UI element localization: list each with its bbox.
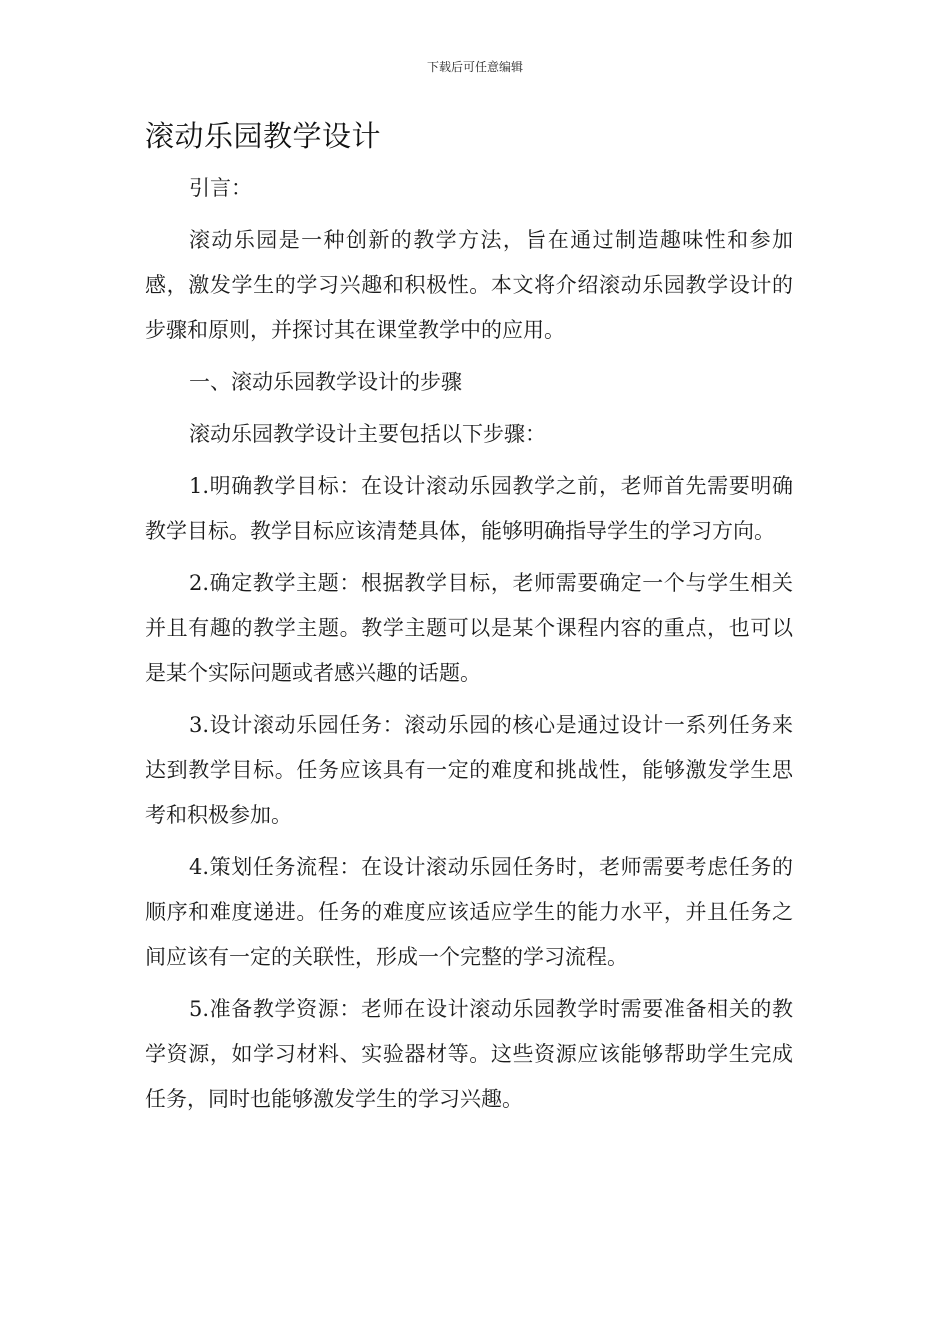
paragraph-step-2: 2.确定教学主题：根据教学目标，老师需要确定一个与学生相关并且有趣的教学主题。教学主题可以是某个课程内容的重点，也可以是某个实际问题或者感兴趣的话题。 <box>145 571 793 685</box>
document-body <box>145 166 793 1129</box>
paragraph-intro-label: 引言： <box>189 176 252 200</box>
section-heading: 一、滚动乐园教学设计的步骤 <box>189 370 462 394</box>
paragraph-step-3: 3.设计滚动乐园任务：滚动乐园的核心是通过设计一系列任务来达到教学目标。任务应该具有一定的难度和挑战性，能够激发学生思考和积极参加。 <box>145 713 793 827</box>
paragraph-intro: 滚动乐园是一种创新的教学方法，旨在通过制造趣味性和参加感，激发学生的学习兴趣和积极性。本文将介绍滚动乐园教学设计的步骤和原则，并探讨其在课堂教学中的应用。 <box>145 228 793 342</box>
paragraph-step-4: 4.策划任务流程：在设计滚动乐园任务时，老师需要考虑任务的顺序和难度递进。任务的难度应该适应学生的能力水平，并且任务之间应该有一定的关联性，形成一个完整的学习流程。 <box>145 855 793 969</box>
header-note: 下载后可任意编辑 <box>426 60 523 74</box>
paragraph-step-1: 1.明确教学目标：在设计滚动乐园教学之前，老师首先需要明确教学目标。教学目标应该清楚具体，能够明确指导学生的学习方向。 <box>145 474 793 543</box>
document-title: 滚动乐园教学设计 <box>145 119 382 153</box>
paragraph-step-5: 5.准备教学资源：老师在设计滚动乐园教学时需要准备相关的教学资源，如学习材料、实验器材等。这些资源应该能够帮助学生完成任务，同时也能够激发学生的学习兴趣。 <box>145 997 793 1111</box>
paragraph-steps-intro: 滚动乐园教学设计主要包括以下步骤： <box>189 422 546 446</box>
